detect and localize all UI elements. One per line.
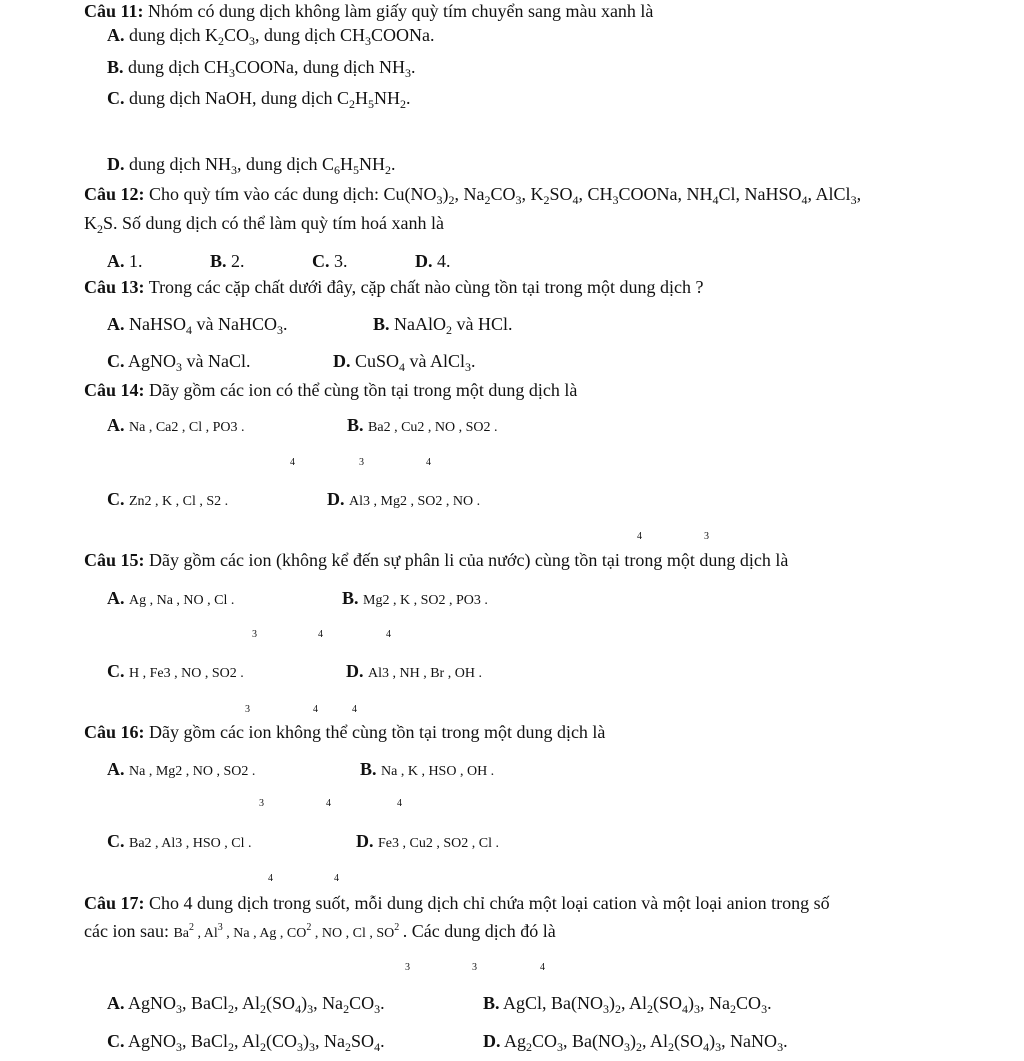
question-label: Câu 13: xyxy=(84,277,145,297)
question-label: Câu 16: xyxy=(84,722,145,742)
subscript: 4 xyxy=(318,629,323,640)
subscript: 4 xyxy=(290,457,295,468)
subscript: 3 xyxy=(252,629,257,640)
option-a: A. Na , Ca2 , Cl , PO3 . xyxy=(107,415,245,435)
answer-a: A. 1. xyxy=(107,251,143,271)
question-label: Câu 15: xyxy=(84,550,145,570)
subscript: 3 xyxy=(472,962,477,973)
question-label: Câu 12: xyxy=(84,184,145,204)
question-label: Câu 14: xyxy=(84,380,145,400)
question-16: Câu 16: Dãy gồm các ion không thể cùng tồn tại trong một dung dịch là xyxy=(84,722,606,742)
option-b: B. Mg2 , K , SO2 , PO3 . xyxy=(342,588,488,608)
question-14: Câu 14: Dãy gồm các ion có thể cùng tồn tại trong một dung dịch là xyxy=(84,380,578,400)
option-b: B. Na , K , HSO , OH . xyxy=(360,759,495,779)
subscript: 4 xyxy=(326,798,331,809)
option-b: B. dung dịch $CH_3COONa$, dung dịch $NH_3$. xyxy=(107,57,416,80)
option-d: D. CuSO$_4$ và AlCl$_3$. xyxy=(333,351,476,374)
subscript: 3 xyxy=(259,798,264,809)
option-a: A. Na , Mg2 , NO , SO2 . xyxy=(107,759,256,779)
option-c: C. dung dịch NaOH, dung dịch $C_2H_5NH_2$. xyxy=(107,88,411,111)
option-c: C. AgNO$_3$, BaCl$_2$, $Al_2(CO_3)_3$, $Na_2SO_4$. xyxy=(107,1031,385,1054)
question-11 xyxy=(84,0,653,22)
question-label: Câu 11: xyxy=(84,1,144,21)
subscript: 3 xyxy=(359,457,364,468)
question-label: Câu 17: xyxy=(84,893,145,913)
answer-d: D. 4. xyxy=(415,251,451,271)
option-b: B. NaAlO$_2$ và HCl. xyxy=(373,314,513,337)
answer-b: B. 2. xyxy=(210,251,245,271)
option-a: A. NaHSO$_4$ và NaHCO$_3$. xyxy=(107,314,288,337)
option-a: A. Ag , Na , NO , Cl . xyxy=(107,588,235,608)
option-c: C. AgNO$_3$ và NaCl. xyxy=(107,351,251,374)
question-12-line2: $K_2S$. Số dung dịch có thể làm quỳ tím hoá xanh là xyxy=(84,213,444,236)
option-d: D. $Ag_2CO_3$, $Ba(NO_3)_2$, $Al_2(SO_4)_3$, NaNO$_3$. xyxy=(483,1031,788,1054)
option-c: C. Ba2 , Al3 , HSO , Cl . xyxy=(107,831,252,851)
option-a: A. dung dịch $K_2CO_3$, dung dịch $CH_3COONa$. xyxy=(107,25,435,48)
subscript: 4 xyxy=(386,629,391,640)
question-17-line2: các ion sau: Ba$^2$ , Al$^3$ , Na , Ag , $CO^2$ , NO , Cl , $SO^2$ . Các dung dịch đó là xyxy=(84,921,556,941)
option-b: B. Ba2 , Cu2 , NO , SO2 . xyxy=(347,415,498,435)
question-text: Nhóm có dung dịch không làm giấy quỳ tím chuyển sang màu xanh là xyxy=(148,1,654,21)
question-15: Câu 15: Dãy gồm các ion (không kể đến sự phân li của nước) cùng tồn tại trong một dung dịch là xyxy=(84,550,789,570)
option-d: D. Fe3 , Cu2 , SO2 , Cl . xyxy=(356,831,499,851)
option-c: C. Zn2 , K , Cl , S2 . xyxy=(107,489,229,509)
subscript: 3 xyxy=(245,704,250,715)
subscript: 4 xyxy=(352,704,357,715)
subscript: 4 xyxy=(540,962,545,973)
question-12: Câu 12: Cho quỳ tím vào các dung dịch: $Cu(NO_3)_2$, $Na_2CO_3$, $K_2SO_4$, $CH_3COONa$, $NH_4Cl$, NaHSO$_4$, AlCl$_3$, xyxy=(84,184,862,207)
subscript: 4 xyxy=(334,873,339,884)
question-17: Câu 17: Cho 4 dung dịch trong suốt, mỗi dung dịch chỉ chứa một loại cation và một loại anion trong số xyxy=(84,893,830,913)
answer-c: C. 3. xyxy=(312,251,348,271)
option-d: D. dung dịch $NH_3$, dung dịch $C_6H_5NH_2$. xyxy=(107,154,396,177)
subscript: 4 xyxy=(637,531,642,542)
subscript: 3 xyxy=(405,962,410,973)
option-b: B. AgCl, $Ba(NO_3)_2$, $Al_2(SO_4)_3$, $Na_2CO_3$. xyxy=(483,993,772,1016)
question-13: Câu 13: Trong các cặp chất dưới đây, cặp chất nào cùng tồn tại trong một dung dịch ? xyxy=(84,277,704,297)
option-a: A. AgNO$_3$, BaCl$_2$, $Al_2(SO_4)_3$, $Na_2CO_3$. xyxy=(107,993,385,1016)
option-d: D. Al3 , Mg2 , SO2 , NO . xyxy=(327,489,481,509)
subscript: 4 xyxy=(397,798,402,809)
option-d: D. Al3 , NH , Br , OH . xyxy=(346,661,482,681)
subscript: 4 xyxy=(426,457,431,468)
subscript: 4 xyxy=(268,873,273,884)
option-c: C. H , Fe3 , NO , SO2 . xyxy=(107,661,244,681)
subscript: 4 xyxy=(313,704,318,715)
subscript: 3 xyxy=(704,531,709,542)
